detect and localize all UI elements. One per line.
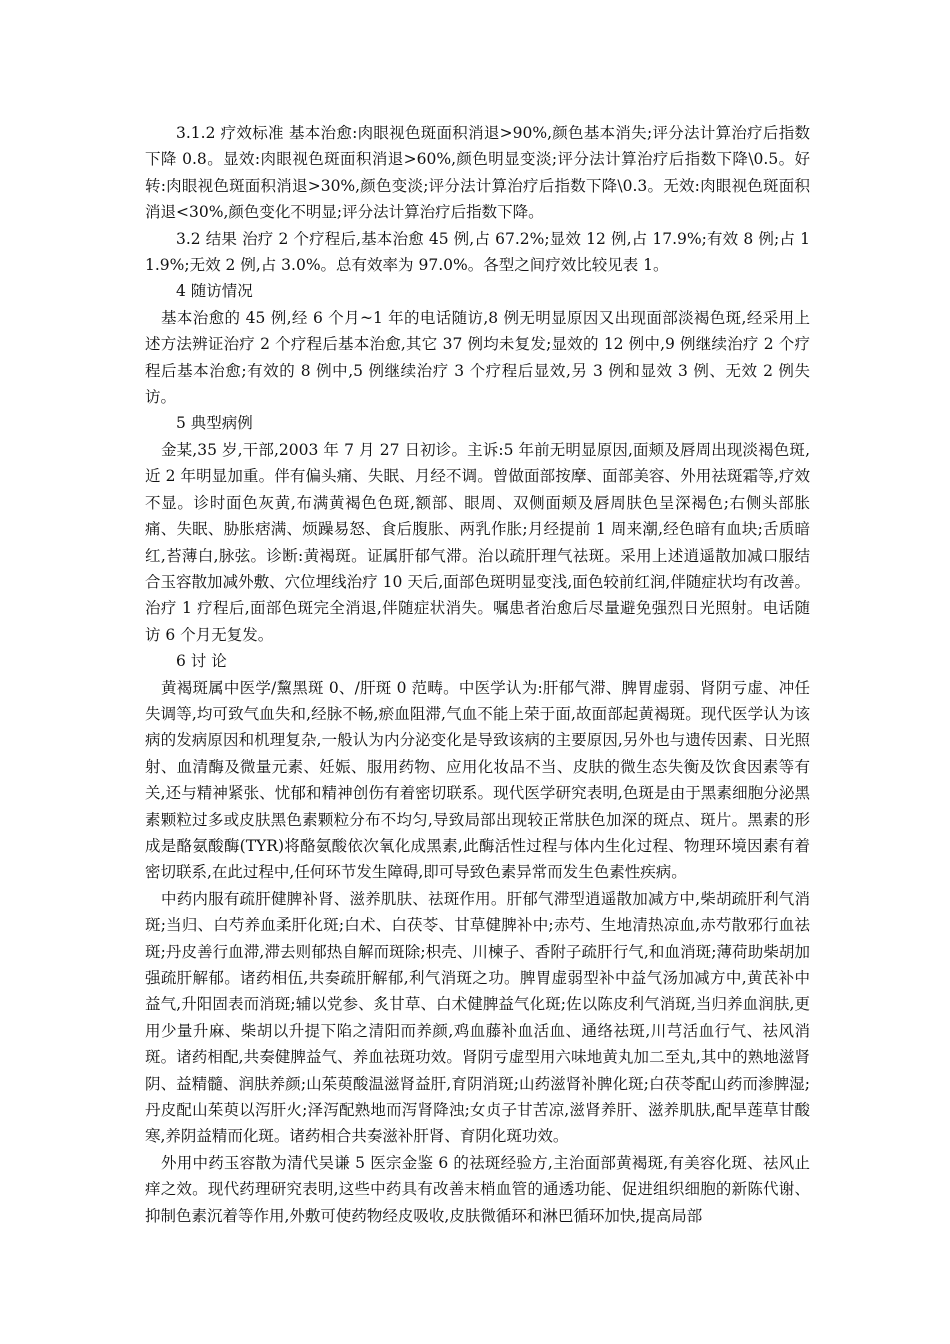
section-heading-typical-case: 5 典型病例 — [176, 414, 253, 433]
paragraph-discussion-etiology: 黄褐斑属中医学/黧黑斑 0、/肝斑 0 范畴。中医学认为:肝郁气滞、脾胃虚弱、肾阴亏虚、冲任失调等,均可致气血失和,经脉不畅,瘀血阻滞,气血不能上荣于面,故面部起黄褐斑。现代医学认为该病的发病原因和机理复杂,一般认为内分泌变化是导致该病的主要原因,另外也与遗传因素、日光照射、血清酶及微量元素、妊娠、服用药物、应用化妆品不当、皮肤的微生态失衡及饮食因素等有关,还与精神紧张、忧郁和精神创伤有着密切联系。现代医学研究表明,色斑是由于黑素细胞分泌黑素颗粒过多或皮肤黑色素颗粒分布不均匀,导致局部出现较正常肤色加深的斑点、斑片。黑素的形成是酪氨酸酶(TYR)将酪氨酸依次氧化成黑素,此酶活性过程与体内生化过程、物理环境因素有着密切联系,在此过程中,任何环节发生障碍,即可导致色素异常而发生色素性疾病。 — [145, 678, 810, 882]
paragraph-discussion-internal-medicine: 中药内服有疏肝健脾补肾、滋养肌肤、祛斑作用。肝郁气滞型逍遥散加减方中,柴胡疏肝利气消斑;当归、白芍养血柔肝化斑;白术、白茯苓、甘草健脾补中;赤芍、生地清热凉血,赤芍散邪行血祛斑;丹皮善行血滞,滞去则郁热自解而斑除;枳壳、川楝子、香附子疏肝行气,和血消斑;薄荷助柴胡加强疏肝解郁。诸药相伍,共奏疏肝解郁,利气消斑之功。脾胃虚弱型补中益气汤加减方中,黄芪补中益气,升阳固表而消斑;辅以党参、炙甘草、白术健脾益气化斑;佐以陈皮利气消斑,当归养血润肤,更用少量升麻、柴胡以升提下陷之清阳而养颜,鸡血藤补血活血、通络祛斑,川芎活血行气、祛风消斑。诸药相配,共奏健脾益气、养血祛斑功效。肾阴亏虚型用六味地黄丸加二至丸,其中的熟地滋肾阴、益精髓、润肤养颜;山茱萸酸温滋肾益肝,育阴消斑;山药滋肾补脾化斑;白茯苓配山药而渗脾湿;丹皮配山茱萸以泻肝火;泽泻配熟地而泻肾降浊;女贞子甘苦凉,滋肾养肝、滋养肌肤,配旱莲草甘酸寒,养阴益精而化斑。诸药相合共奏滋补肝肾、育阴化斑功效。 — [145, 889, 810, 1146]
paragraph-discussion-external-medicine: 外用中药玉容散为清代吴谦 5 医宗金鉴 6 的祛斑经验方,主治面部黄褐斑,有美容化斑、祛风止痒之效。现代药理研究表明,这些中药具有改善末梢血管的通透功能、促进组织细胞的新陈代谢、抑制色素沉着等作用,外敷可使药物经皮吸收,皮肤微循环和淋巴循环加快,提高局部 — [145, 1153, 810, 1225]
section-heading-followup: 4 随访情况 — [176, 282, 253, 301]
paragraph-results: 3.2 结果 治疗 2 个疗程后,基本治愈 45 例,占 67.2%;显效 12 例,占 17.9%;有效 8 例;占 11.9%;无效 2 例,占 3.0%。总有效率为 97.0%。各型之间疗效比较见表 1。 — [145, 229, 810, 275]
paragraph-efficacy-criteria: 3.1.2 疗效标准 基本治愈:肉眼视色斑面积消退>90%,颜色基本消失;评分法计算治疗后指数下降 0.8。显效:肉眼视色斑面积消退>60%,颜色明显变淡;评分法计算治疗后指数下降\0.5。好转:肉眼视色斑面积消退>30%,颜色变淡;评分法计算治疗后指数下降\0.3。无效:肉眼视色斑面积消退<30%,颜色变化不明显;评分法计算治疗后指数下降。 — [145, 124, 810, 222]
document-body — [145, 120, 810, 1229]
paragraph-followup: 基本治愈的 45 例,经 6 个月~1 年的电话随访,8 例无明显原因又出现面部淡褐色斑,经采用上述方法辨证治疗 2 个疗程后基本治愈,其它 37 例均未复发;显效的 12 例中,9 例继续治疗 2 个疗程后基本治愈;有效的 8 例中,5 例继续治疗 3 个疗程后显效,另 3 例和显效 3 例、无效 2 例失访。 — [145, 308, 810, 407]
section-heading-discussion: 6 讨 论 — [176, 652, 227, 671]
paragraph-typical-case: 金某,35 岁,干部,2003 年 7 月 27 日初诊。主诉:5 年前无明显原因,面颊及唇周出现淡褐色斑,近 2 年明显加重。伴有偏头痛、失眠、月经不调。曾做面部按摩、面部美容、外用祛斑霜等,疗效不显。诊时面色灰黄,布满黄褐色色斑,额部、眼周、双侧面颊及唇周肤色呈深褐色;右侧头部胀痛、失眠、胁胀痞满、烦躁易怒、食后腹胀、两乳作胀;月经提前 1 周来潮,经色暗有血块;舌质暗红,苔薄白,脉弦。诊断:黄褐斑。证属肝郁气滞。治以疏肝理气祛斑。采用上述逍遥散加减口服结合玉容散加减外敷、穴位埋线治疗 10 天后,面部色斑明显变浅,面色较前红润,伴随症状均有改善。治疗 1 疗程后,面部色斑完全消退,伴随症状消失。嘱患者治愈后尽量避免强烈日光照射。电话随访 6 个月无复发。 — [145, 440, 810, 644]
